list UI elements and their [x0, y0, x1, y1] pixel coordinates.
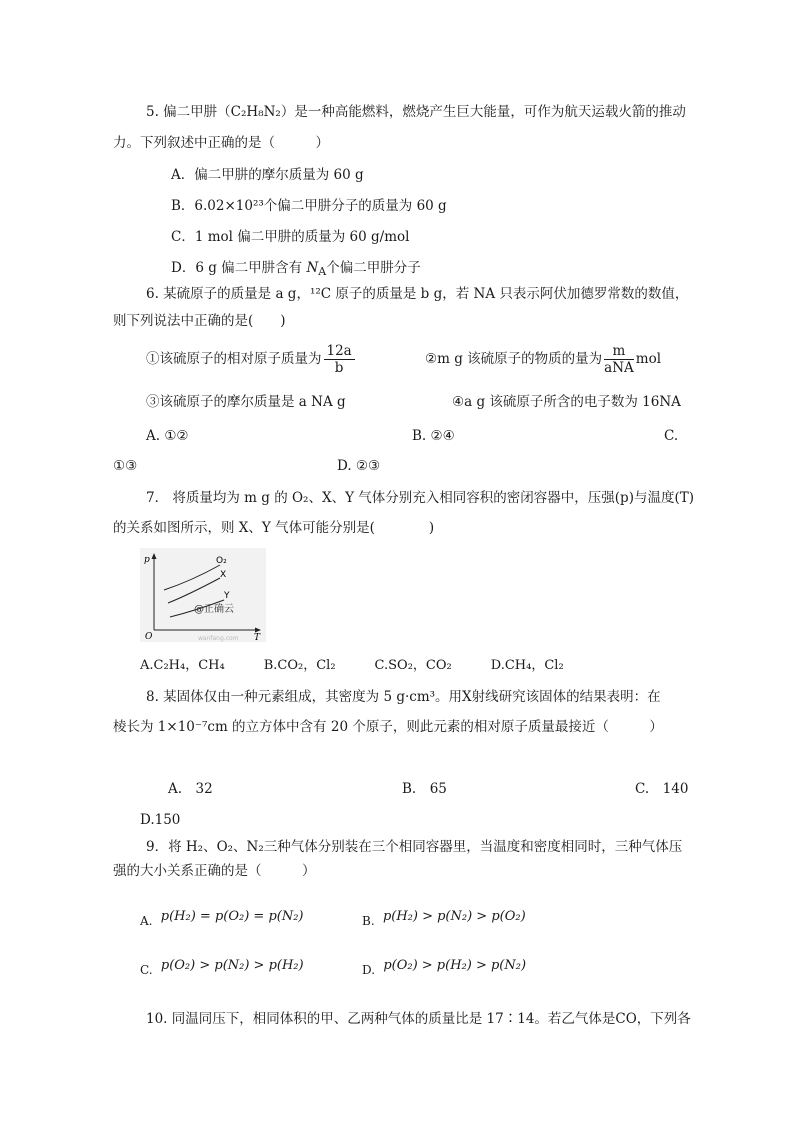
- q6-statement-2-unit: mol: [635, 351, 662, 367]
- q9-option-a-expr: p(H₂) = p(O₂) = p(N₂): [160, 909, 304, 924]
- q6-statement-4: ④a g 该硫原子所含的电子数为 16NA: [452, 394, 681, 410]
- q5-stem-line2: 力。下列叙述中正确的是（ ）: [113, 135, 329, 151]
- q6-statement-1-text: ①该硫原子的相对原子质量为: [146, 351, 322, 367]
- q7-options: A.C₂H₄，CH₄ B.CO₂，Cl₂ C.SO₂，CO₂ D.CH₄，Cl₂: [140, 658, 564, 673]
- q6-statement-1: [146, 342, 357, 376]
- q6-stem-line2: 则下列说法中正确的是( ): [113, 313, 286, 329]
- q7-stem-line2: 的关系如图所示，则 X、Y 气体可能分别是( ): [113, 520, 435, 536]
- q6-statement-3: ③该硫原子的摩尔质量是 a NA g: [146, 394, 346, 410]
- q6-option-d: D. ②③: [337, 458, 381, 474]
- q7-stem-line1: 7． 将质量均为 m g 的 O₂、X、Y 气体分别充入相同容积的密闭容器中，压强(p)与温度(T): [146, 490, 694, 506]
- q7-pressure-temperature-figure: [140, 548, 266, 642]
- q6-statement-1-numerator: 12a: [324, 343, 355, 360]
- q6-option-c-continued: ①③: [113, 458, 138, 474]
- q8-option-a: A. 32: [168, 781, 213, 797]
- q9-option-a: [140, 909, 304, 931]
- q6-statement-1-denominator: b: [334, 360, 344, 376]
- q6-statement-2-text: ②m g 该硫原子的物质的量为: [425, 351, 603, 367]
- q7-label-y: Y: [224, 591, 230, 601]
- q5-option-d-var: N: [306, 260, 319, 276]
- q7-label-o2: O₂: [216, 556, 227, 566]
- q5-option-d: [171, 259, 421, 281]
- q9-option-b-expr: p(H₂) > p(N₂) > p(O₂): [382, 909, 526, 924]
- q7-watermark: @正确云: [194, 604, 234, 615]
- q9-option-c-expr: p(O₂) > p(N₂) > p(H₂): [160, 958, 304, 973]
- q8-option-d: D.150: [140, 812, 181, 828]
- q9-option-d-label: D.: [362, 963, 376, 977]
- q6-stem-line1: 6. 某硫原子的质量是 a g，¹²C 原子的质量是 b g，若 NA 只表示阿伏加德罗常数的数值，: [146, 286, 689, 302]
- q9-option-b: [362, 909, 526, 931]
- q6-statement-2: [425, 342, 661, 376]
- q6-option-b: B. ②④: [412, 428, 455, 444]
- q9-option-d: [362, 958, 527, 980]
- q5-option-b: B．6.02×10²³个偏二甲肼分子的质量为 60 g: [171, 198, 447, 214]
- q7-x-axis-label: T: [254, 633, 261, 642]
- q9-option-c: [140, 958, 304, 980]
- q5-option-d-post: 个偏二甲肼分子: [326, 260, 421, 276]
- q5-option-d-pre: D．6 g 偏二甲肼含有: [171, 260, 307, 276]
- q7-y-axis-label: p: [144, 555, 150, 565]
- q8-option-c: C. 140: [635, 781, 689, 797]
- q8-stem-line2: 棱长为 1×10⁻⁷cm 的立方体中含有 20 个原子，则此元素的相对原子质量最接近（ ）: [113, 719, 663, 735]
- q6-statement-1-fraction: [324, 343, 355, 376]
- q7-y-axis-arrow: [152, 553, 157, 559]
- q5-option-d-sub: A: [318, 265, 327, 278]
- q7-label-x: X: [220, 570, 227, 580]
- q8-stem-line1: 8. 某固体仅由一种元素组成，其密度为 5 g·cm³。用X射线研究该固体的结果表明：在: [146, 689, 661, 705]
- q6-option-a: A. ①②: [146, 428, 189, 444]
- q7-x-axis-arrow: [255, 628, 261, 633]
- q9-stem-line2: 强的大小关系正确的是（ ）: [113, 863, 316, 879]
- q7-curve-x: [168, 578, 220, 603]
- q9-option-a-label: A.: [140, 914, 153, 928]
- q10-stem-line1: 10. 同温同压下，相同体积的甲、乙两种气体的质量比是 17∶14。若乙气体是CO，下列各: [146, 1011, 691, 1027]
- q7-origin-label: O: [145, 632, 153, 642]
- q5-stem-line1: 5. 偏二甲肼（C₂H₈N₂）是一种高能燃料，燃烧产生巨大能量，可作为航天运载火箭的推动: [146, 104, 686, 120]
- q7-figure-svg: [140, 548, 266, 642]
- q6-statement-2-fraction: [604, 343, 634, 376]
- q9-option-c-label: C.: [140, 963, 153, 977]
- q9-stem-line1: 9．将 H₂、O₂、N₂三种气体分别装在三个相同容器里，当温度和密度相同时，三种气体压: [146, 839, 683, 855]
- q7-curve-o2: [164, 565, 220, 590]
- q8-option-b: B. 65: [402, 781, 447, 797]
- q6-statement-2-denominator: aNA: [604, 360, 634, 376]
- q5-option-a: A．偏二甲肼的摩尔质量为 60 g: [171, 167, 364, 183]
- q9-option-d-expr: p(O₂) > p(H₂) > p(N₂): [383, 958, 527, 973]
- q5-option-c: C．1 mol 偏二甲肼的质量为 60 g/mol: [171, 229, 410, 245]
- q6-option-c: C.: [664, 428, 679, 444]
- q7-watermark-url: wanfang.com: [198, 635, 239, 642]
- q6-statement-2-numerator: m: [604, 343, 634, 360]
- q9-option-b-label: B.: [362, 914, 375, 928]
